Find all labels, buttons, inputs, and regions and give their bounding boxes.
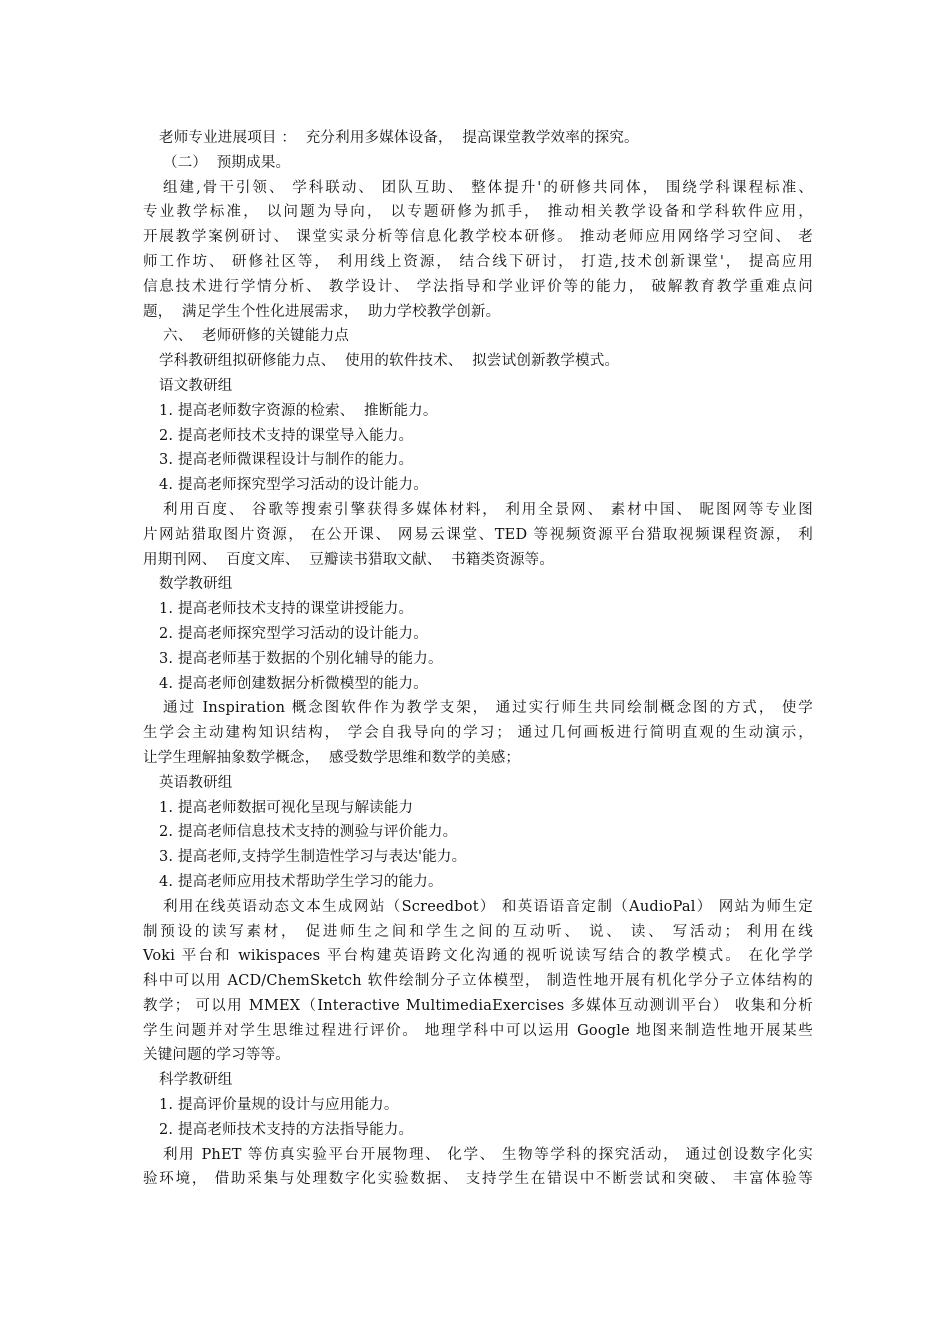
section-heading: （二） 预期成果。 (163, 154, 291, 171)
paragraph-line: 利用在线英语动态文本生成网站（Screedbot） 和英语语音定制（AudioPal） 网站为师生定 (163, 898, 813, 915)
paragraph-line: 师工作坊、 研修社区等， 利用线上资源， 结合线下研讨， 打造,技术创新课堂'， 提高应用 (143, 253, 813, 270)
list-item: 1. 提高老师数据可视化呈现与解读能力 (159, 799, 414, 816)
list-item: 2. 提高老师技术支持的方法指导能力。 (159, 1121, 414, 1138)
paragraph-line: 学生问题并对学生思维过程进行评价。 地理学科中可以运用 Google 地图来制造性地开展某些 (143, 1022, 813, 1039)
group-heading: 数学教研组 (159, 576, 233, 593)
list-item: 1. 提高老师数字资源的检索、 推断能力。 (159, 402, 438, 419)
list-item: 4. 提高老师探究型学习活动的设计能力。 (159, 477, 428, 494)
paragraph-line: 信息技术进行学情分析、 教学设计、 学法指导和学业评价等的能力， 破解教育教学重难点问 (143, 278, 813, 295)
document-body (143, 126, 813, 1192)
paragraph-line: 片网站猎取图片资源， 在公开课、 网易云课堂、TED 等视频资源平台猎取视频课程资源， 利 (143, 526, 813, 543)
group-heading: 科学教研组 (159, 1072, 233, 1089)
paragraph-line: 制预设的读写素材， 促进师生之间和学生之间的互动听、 说、 读、 写活动； 利用在线 (143, 923, 813, 940)
list-item: 4. 提高老师创建数据分析微模型的能力。 (159, 675, 428, 692)
paragraph-line: 验环境， 借助采集与处理数字化实验数据、 支持学生在错误中不断尝试和突破、 丰富体验等 (143, 1171, 813, 1188)
list-item: 2. 提高老师信息技术支持的测验与评价能力。 (159, 824, 458, 841)
list-item: 2. 提高老师技术支持的课堂导入能力。 (159, 427, 414, 444)
paragraph-line: 关键问题的学习等等。 (143, 1047, 290, 1064)
paragraph-line: 专业教学标准， 以问题为导向， 以专题研修为抓手， 推动相关教学设备和学科软件应用， (143, 204, 813, 221)
paragraph-line: 利用 PhET 等仿真实验平台开展物理、 化学、 生物等学科的探究活动， 通过创设数字化实 (163, 1146, 813, 1163)
group-heading: 语文教研组 (159, 377, 233, 394)
paragraph-line: 开展教学案例研讨、 课堂实录分析等信息化教学校本研修。 推动老师应用网络学习空间、 老 (143, 229, 813, 246)
paragraph-line: 组建,骨干引领、 学科联动、 团队互助、 整体提升'的研修共同体， 围绕学科课程标准、 (163, 179, 813, 196)
paragraph-line: 学科教研组拟研修能力点、 使用的软件技术、 拟尝试创新教学模式。 (159, 353, 620, 370)
paragraph-line: 老师专业进展项目 ： 充分利用多媒体设备， 提高课堂教学效率的探究。 (159, 130, 639, 146)
list-item: 4. 提高老师应用技术帮助学生学习的能力。 (159, 873, 443, 890)
group-heading: 英语教研组 (159, 774, 233, 791)
paragraph-line: 通过 Inspiration 概念图软件作为教学支架， 通过实行师生共同绘制概念图的方式， 使学 (163, 700, 813, 717)
list-item: 3. 提高老师,支持学生制造性学习与表达'能力。 (159, 849, 467, 866)
list-item: 3. 提高老师微课程设计与制作的能力。 (159, 452, 414, 469)
list-item: 1. 提高评价量规的设计与应用能力。 (159, 1097, 399, 1114)
list-item: 2. 提高老师探究型学习活动的设计能力。 (159, 625, 428, 642)
section-heading: 六、 老师研修的关键能力点 (163, 328, 350, 345)
paragraph-line: 生学会主动建构知识结构， 学会自我导向的学习； 通过几何画板进行简明直观的生动演示， (143, 725, 813, 742)
paragraph-line: 题， 满足学生个性化进展需求， 助力学校教学创新。 (143, 303, 501, 320)
paragraph-line: 利用百度、 谷歌等搜索引擎获得多媒体材料， 利用全景网、 素材中国、 昵图网等专业图 (163, 501, 813, 518)
paragraph-line: 用期刊网、 百度文库、 豆瓣读书猎取文献、 书籍类资源等。 (143, 551, 555, 568)
paragraph-line: 教学； 可以用 MMEX（Interactive MultimediaExercises 多媒体互动测训平台） 收集和分析 (143, 997, 813, 1014)
list-item: 3. 提高老师基于数据的个别化辅导的能力。 (159, 650, 443, 667)
list-item: 1. 提高老师技术支持的课堂讲授能力。 (159, 601, 414, 618)
paragraph-line: 科中可以用 ACD/ChemSketch 软件绘制分子立体模型， 制造性地开展有机化学分子立体结构的 (143, 973, 813, 990)
paragraph-line: Voki 平台和 wikispaces 平台构建英语跨文化沟通的视听说读写结合的教学模式。 在化学学 (143, 948, 813, 965)
paragraph-line: 让学生理解抽象数学概念， 感受数学思维和数学的美感； (143, 749, 521, 766)
